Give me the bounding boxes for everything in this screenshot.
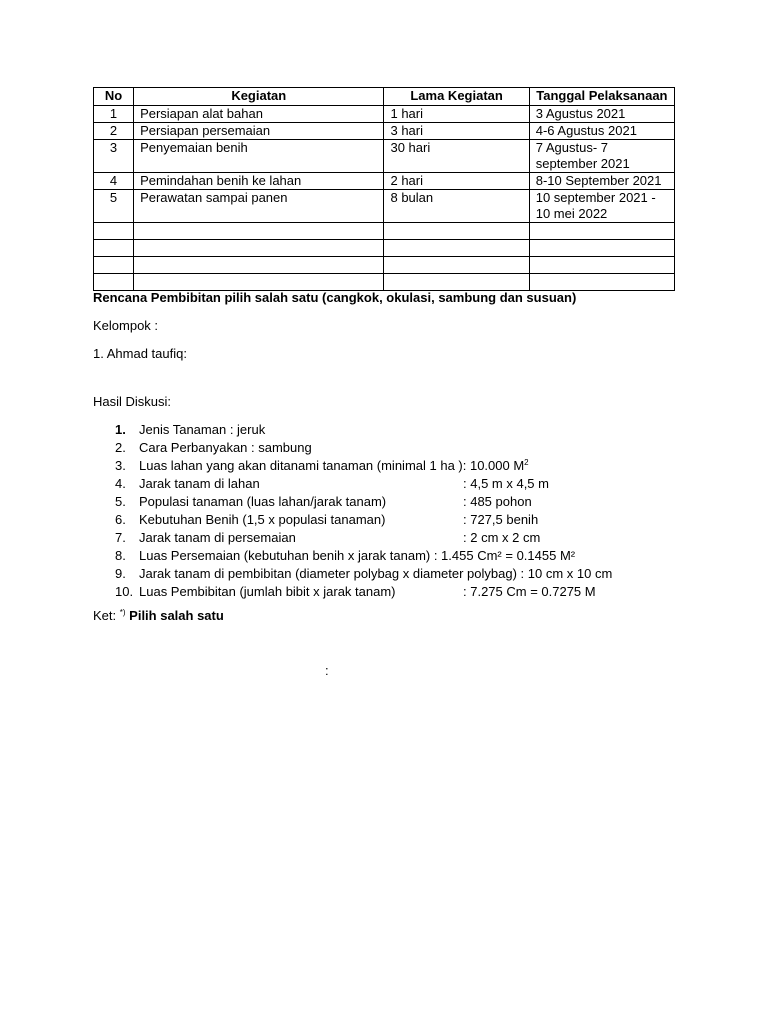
list-item-number: 6. [115,512,126,527]
cell-no: 1 [94,106,134,123]
list-item-text: Jenis Tanaman : jeruk [139,422,266,437]
list-item [93,457,693,475]
list-item-number: 5. [115,494,126,509]
table-header-row [94,88,675,106]
cell-tanggal: 10 september 2021 - 10 mei 2022 [529,190,674,223]
cell-lama: 30 hari [384,140,529,173]
empty-cell [384,257,529,274]
list-item-text: Jarak tanam di lahan [139,476,260,491]
empty-table-row [94,240,675,257]
table-row [94,173,675,190]
header-lama-kegiatan: Lama Kegiatan [384,88,529,106]
empty-cell [94,257,134,274]
list-item-number: 7. [115,530,126,545]
cell-tanggal: 3 Agustus 2021 [529,106,674,123]
list-item-number: 3. [115,458,126,473]
header-tanggal-pelaksanaan: Tanggal Pelaksanaan [529,88,674,106]
cell-kegiatan: Penyemaian benih [134,140,384,173]
list-item-text: Populasi tanaman (luas lahan/jarak tanam) [139,494,387,509]
cell-no: 3 [94,140,134,173]
list-item-text: Kebutuhan Benih (1,5 x populasi tanaman) [139,512,386,527]
empty-table-row [94,257,675,274]
cell-kegiatan: Persiapan alat bahan [134,106,384,123]
list-item-value: : 4,5 m x 4,5 m [463,476,549,491]
list-item-text: Cara Perbanyakan : sambung [139,440,312,455]
list-item [93,439,693,457]
plan-title: Rencana Pembibitan pilih salah satu (cangkok, okulasi, sambung dan susuan) [93,290,577,305]
cell-kegiatan: Perawatan sampai panen [134,190,384,223]
list-item-text: Luas Pembibitan (jumlah bibit x jarak tanam) [139,584,396,599]
group-member: 1. Ahmad taufiq: [93,346,187,361]
note [93,608,224,623]
list-item-text-wrap [139,457,529,475]
list-item [93,583,693,601]
empty-cell [529,240,674,257]
list-item [93,547,693,565]
empty-cell [134,240,384,257]
cell-lama: 1 hari [384,106,529,123]
header-no: No [94,88,134,106]
list-item [93,565,693,583]
empty-cell [384,223,529,240]
empty-cell [529,257,674,274]
table-row [94,190,675,223]
cell-no: 4 [94,173,134,190]
table-row [94,123,675,140]
empty-cell [134,274,384,291]
cell-tanggal: 7 Agustus- 7 september 2021 [529,140,674,173]
list-item-value: : 2 cm x 2 cm [463,530,541,545]
cell-lama: 8 bulan [384,190,529,223]
cell-lama: 3 hari [384,123,529,140]
table-row [94,106,675,123]
discussion-result-label: Hasil Diskusi: [93,394,172,409]
list-item-value: : 485 pohon [463,494,532,509]
list-item [93,493,693,511]
header-kegiatan: Kegiatan [134,88,384,106]
cell-tanggal: 8-10 September 2021 [529,173,674,190]
list-item-number: 4. [115,476,126,491]
cell-no: 2 [94,123,134,140]
cell-tanggal: 4-6 Agustus 2021 [529,123,674,140]
list-item [93,475,693,493]
activity-schedule-table [93,87,675,291]
list-item-text: Luas lahan yang akan ditanami tanaman (minimal 1 ha ): 10.000 M [139,458,525,473]
stray-colon: : [325,663,329,678]
list-item-number: 8. [115,548,126,563]
list-item [93,511,693,529]
list-item [93,529,693,547]
list-item-number: 1. [115,422,126,437]
empty-cell [134,223,384,240]
empty-cell [529,223,674,240]
table-row [94,140,675,173]
list-item-value: : 727,5 benih [463,512,539,527]
empty-cell [134,257,384,274]
list-item-value: : 7.275 Cm = 0.7275 M [463,584,596,599]
empty-cell [94,223,134,240]
list-item [93,421,693,439]
empty-table-row [94,274,675,291]
cell-kegiatan: Pemindahan benih ke lahan [134,173,384,190]
discussion-result-list [93,421,693,601]
empty-cell [384,240,529,257]
superscript: 2 [524,458,529,467]
note-text: Pilih salah satu [129,608,224,623]
empty-cell [529,274,674,291]
list-item-text: Jarak tanam di persemaian [139,530,296,545]
cell-no: 5 [94,190,134,223]
group-label: Kelompok : [93,318,159,333]
cell-kegiatan: Persiapan persemaian [134,123,384,140]
empty-cell [94,274,134,291]
list-item-text: Jarak tanam di pembibitan (diameter polybag x diameter polybag) : 10 cm x 10 cm [139,566,613,581]
list-item-text: Luas Persemaian (kebutuhan benih x jarak tanam) : 1.455 Cm² = 0.1455 M² [139,548,576,563]
empty-cell [384,274,529,291]
empty-cell [94,240,134,257]
cell-lama: 2 hari [384,173,529,190]
list-item-number: 9. [115,566,126,581]
list-item-number: 10. [115,584,134,599]
empty-table-row [94,223,675,240]
note-prefix: Ket: [93,608,120,623]
note-mark: *) [119,608,126,617]
list-item-number: 2. [115,440,126,455]
